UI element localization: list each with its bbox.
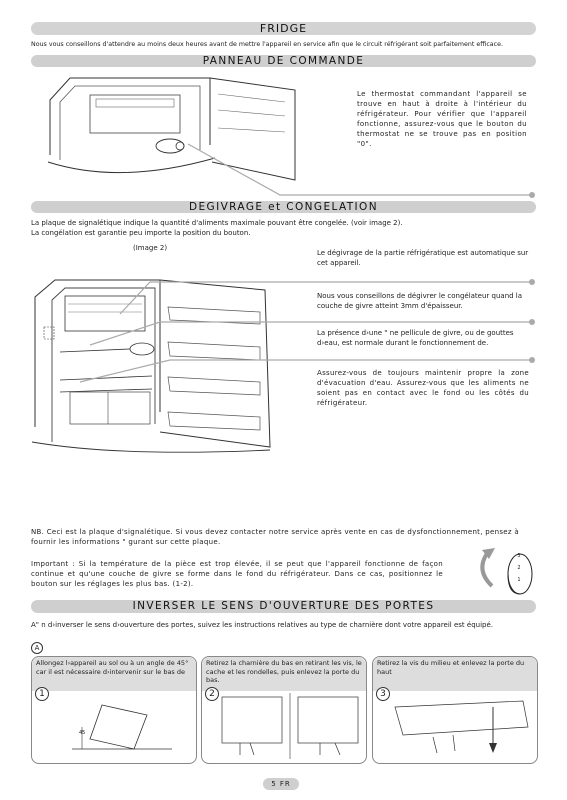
thermostat-dial-icon	[470, 542, 540, 602]
step-number-2: 2	[205, 687, 219, 701]
dial-mark-2: 2	[517, 565, 521, 571]
page-number: 5 FR	[263, 778, 299, 790]
important-text: Important : Si la température de la pièce est trop élevée, il se peut que l'appareil fonctionne de façon continue et qu'une couche de givre se forme dans le fond du réfrigérateur. Dans ce cas, positionnez le bouton sur les réglages les plus bas. (1-2).	[31, 560, 443, 588]
section-title-degivrage: DEGIVRAGE et CONGELATION	[31, 201, 536, 213]
image-caption: (Image 2)	[133, 244, 168, 252]
fridge-open-illustration	[30, 252, 550, 457]
degivrage-line2: La congélation est garantie peu importe la position du bouton.	[31, 229, 251, 237]
step-panel-1	[31, 656, 197, 764]
step-number-3: 3	[376, 687, 390, 701]
section-title-panneau: PANNEAU DE COMMANDE	[31, 55, 536, 67]
degivrage-line1: La plaque de signalétique indique la quantité d'aliments maximale pouvant être congelée. (voir image 2).	[31, 219, 403, 227]
fridge-tilted-illustration	[72, 697, 172, 757]
section-title-fridge: FRIDGE	[31, 22, 536, 35]
dial-mark-1: 1	[517, 577, 521, 583]
hinge-removal-illustration	[220, 693, 360, 759]
degivrage-note1: Le dégivrage de la partie réfrigératique est automatique sur cet appareil.	[317, 249, 529, 267]
step-number-1: 1	[35, 687, 49, 701]
step-text-2: Retirez la charnière du bas en retirant les vis, le cache et les rondelles, puis enlevez la porte du bas.	[202, 657, 366, 691]
panneau-text: Le thermostat commandant l'appareil se trouve en haut à droite à l'intérieur du réfrigérateur. Pour vérifier que l'appareil fonctionne, assurez-vous que le bouton du thermostat ne se trouve pas en position "0".	[357, 90, 527, 148]
degivrage-note4: Assurez-vous de toujours maintenir propre la zone d'évacuation d'eau. Assurez-vous que les aliments ne soient pas en contact avec le fond ou les côtés du réfrigérateur.	[317, 369, 529, 407]
dial-mark-3: 3	[517, 553, 521, 559]
step-panel-3	[372, 656, 538, 764]
inverser-intro: A" n d›inverser le sens d›ouverture des portes, suivez les instructions relatives au type de charnière dont votre appareil est équipé.	[31, 621, 493, 629]
intro-text: Nous vous conseillons d'attendre au moins deux heures avant de mettre l'appareil en service afin que le circuit réfrigérant soit parfaitement efficace.	[31, 41, 503, 48]
door-removal-illustration	[393, 697, 533, 759]
step-text-1: Allongez l›appareil au sol ou à un angle de 45° car il est nécessaire d›intervenir sur le bas de	[32, 657, 196, 691]
degivrage-note2: Nous vous conseillons de dégivrer le congélateur quand la couche de givre atteint 3mm d'épaisseur.	[317, 292, 523, 310]
step-panel-2	[201, 656, 367, 764]
nb-text: NB. Ceci est la plaque d'signalétique. Si vous devez contacter notre service après vente en cas de dysfonctionnement, pensez à fournir les informations " gurant sur cette plaque.	[31, 528, 520, 546]
section-title-inverser: INVERSER LE SENS D'OUVERTURE DES PORTES	[31, 600, 536, 613]
degivrage-note3: La présence d›une " ne pellicule de givre, ou de gouttes d›eau, est normale durant le fonctionnement de.	[317, 329, 514, 347]
step-text-3: Retirez la vis du milieu et enlevez la porte du haut	[373, 657, 537, 691]
section-marker-a: A	[31, 642, 43, 654]
angle-label: 45	[79, 730, 86, 736]
